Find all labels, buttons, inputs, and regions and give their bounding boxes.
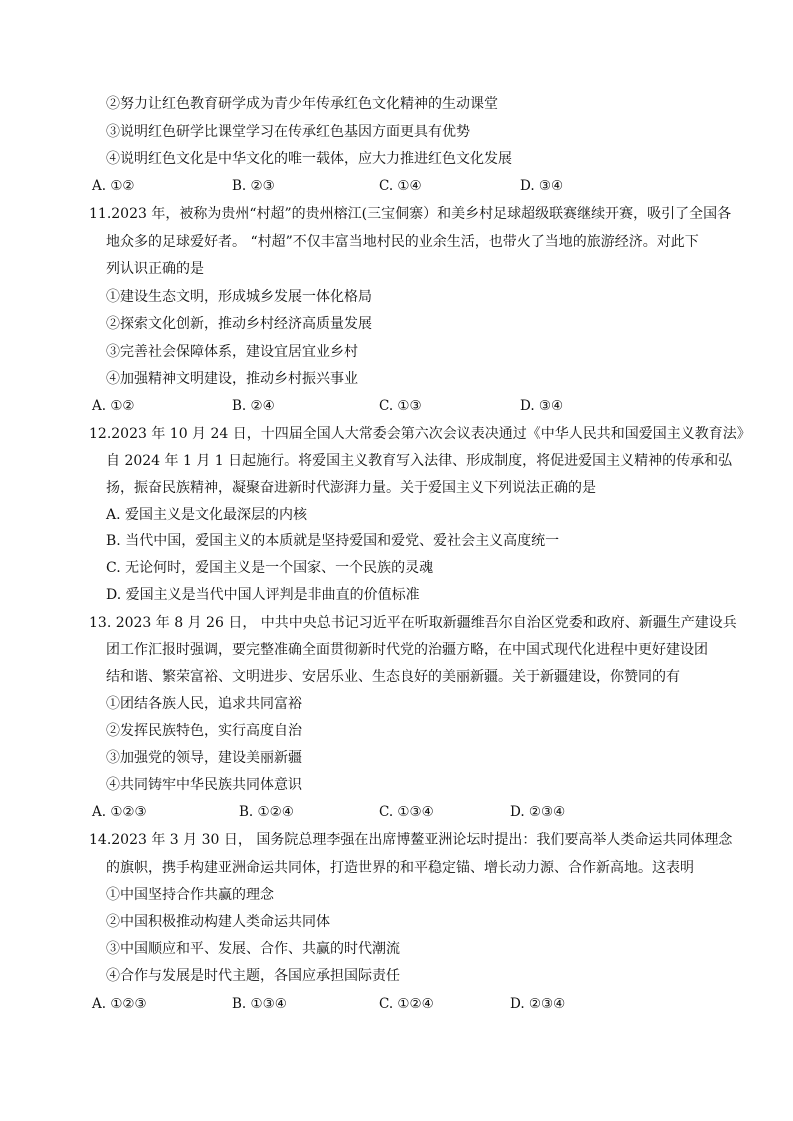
q14-stem-line-1: 14.2023 年 3 月 30 日， 国务院总理李强在出席博鳌亚洲论坛时提出：我们要高举人类命运共同体理念 [89, 832, 733, 848]
q13-option-c: C. ①③④ [379, 804, 434, 820]
q11-item-2: ②探索文化创新，推动乡村经济高质量发展 [106, 316, 372, 332]
q10-option-b: B. ②③ [232, 178, 275, 194]
q11-option-b: B. ②④ [232, 398, 275, 414]
q10-item-4: ④说明红色文化是中华文化的唯一载体，应大力推进红色文化发展 [106, 151, 512, 167]
q14-item-3: ③中国顺应和平、发展、合作、共赢的时代潮流 [106, 941, 400, 957]
q13-stem-line-2: 团工作汇报时强调，要完整准确全面贯彻新时代党的治疆方略，在中国式现代化进程中更好建设团 [106, 642, 708, 658]
q10-option-c: C. ①④ [379, 178, 422, 194]
q11-item-1: ①建设生态文明，形成城乡发展一体化格局 [106, 289, 372, 305]
q13-item-2: ②发挥民族特色，实行高度自治 [106, 723, 302, 739]
q12-option-d: D. 爱国主义是当代中国人评判是非曲直的价值标准 [106, 587, 420, 603]
q10-option-a: A. ①② [92, 178, 135, 194]
q13-item-1: ①团结各族人民，追求共同富裕 [106, 696, 302, 712]
q13-item-4: ④共同铸牢中华民族共同体意识 [106, 777, 302, 793]
q13-option-d: D. ②③④ [510, 804, 566, 820]
q12-stem-line-1: 12.2023 年 10 月 24 日，十四届全国人大常委会第六次会议表决通过《中华人民共和国爱国主义教育法》 [89, 426, 751, 442]
q11-option-c: C. ①③ [379, 398, 422, 414]
q12-option-c: C. 无论何时，爱国主义是一个国家、一个民族的灵魂 [106, 560, 434, 576]
q11-option-a: A. ①② [92, 398, 135, 414]
q14-item-4: ④合作与发展是时代主题，各国应承担国际责任 [106, 968, 400, 984]
q11-stem-line-2: 地众多的足球爱好者。 “村超”不仅丰富当地村民的业余生活，也带火了当地的旅游经济。对此下 [106, 234, 699, 250]
q10-item-3: ③说明红色研学比课堂学习在传承红色基因方面更具有优势 [106, 124, 470, 140]
q12-option-a: A. 爱国主义是文化最深层的内核 [106, 507, 308, 523]
q13-stem-line-1: 13. 2023 年 8 月 26 日， 中共中央总书记习近平在听取新疆维吾尔自治区党委和政府、新疆生产建设兵 [89, 615, 737, 631]
q11-stem-line-1: 11.2023 年，被称为贵州“村超”的贵州榕江(三宝侗寨）和美乡村足球超级联赛继续开赛，吸引了全国各 [89, 206, 732, 222]
q11-item-3: ③完善社会保障体系，建设宜居宜业乡村 [106, 344, 358, 360]
q11-item-4: ④加强精神文明建设，推动乡村振兴事业 [106, 371, 358, 387]
q14-option-d: D. ②③④ [510, 996, 566, 1012]
q13-item-3: ③加强党的领导，建设美丽新疆 [106, 750, 302, 766]
q14-stem-line-2: 的旗帜，携手构建亚洲命运共同体，打造世界的和平稳定锚、增长动力源、合作新高地。这表明 [106, 860, 694, 876]
q14-option-b: B. ①③④ [232, 996, 287, 1012]
q14-option-c: C. ①②④ [379, 996, 434, 1012]
q12-stem-line-2: 自 2024 年 1 月 1 日起施行。将爱国主义教育写入法律、形成制度，将促进爱国主义精神的传承和弘 [106, 453, 733, 469]
q10-item-2: ②努力让红色教育研学成为青少年传承红色文化精神的生动课堂 [106, 96, 498, 112]
q14-item-2: ②中国积极推动构建人类命运共同体 [106, 914, 330, 930]
q11-stem-line-3: 列认识正确的是 [106, 261, 204, 277]
q11-option-d: D. ③④ [520, 398, 564, 414]
q13-option-b: B. ①②④ [239, 804, 294, 820]
q12-option-b: B. 当代中国，爱国主义的本质就是坚持爱国和爱党、爱社会主义高度统一 [106, 533, 560, 549]
q13-option-a: A. ①②③ [92, 804, 147, 820]
q14-item-1: ①中国坚持合作共赢的理念 [106, 887, 274, 903]
q10-option-d: D. ③④ [520, 178, 564, 194]
q13-stem-line-3: 结和谐、繁荣富裕、文明进步、安居乐业、生态良好的美丽新疆。关于新疆建设，你赞同的有 [106, 669, 680, 685]
q14-option-a: A. ①②③ [92, 996, 147, 1012]
q12-stem-line-3: 扬，振奋民族精神，凝聚奋进新时代澎湃力量。关于爱国主义下列说法正确的是 [106, 480, 596, 496]
